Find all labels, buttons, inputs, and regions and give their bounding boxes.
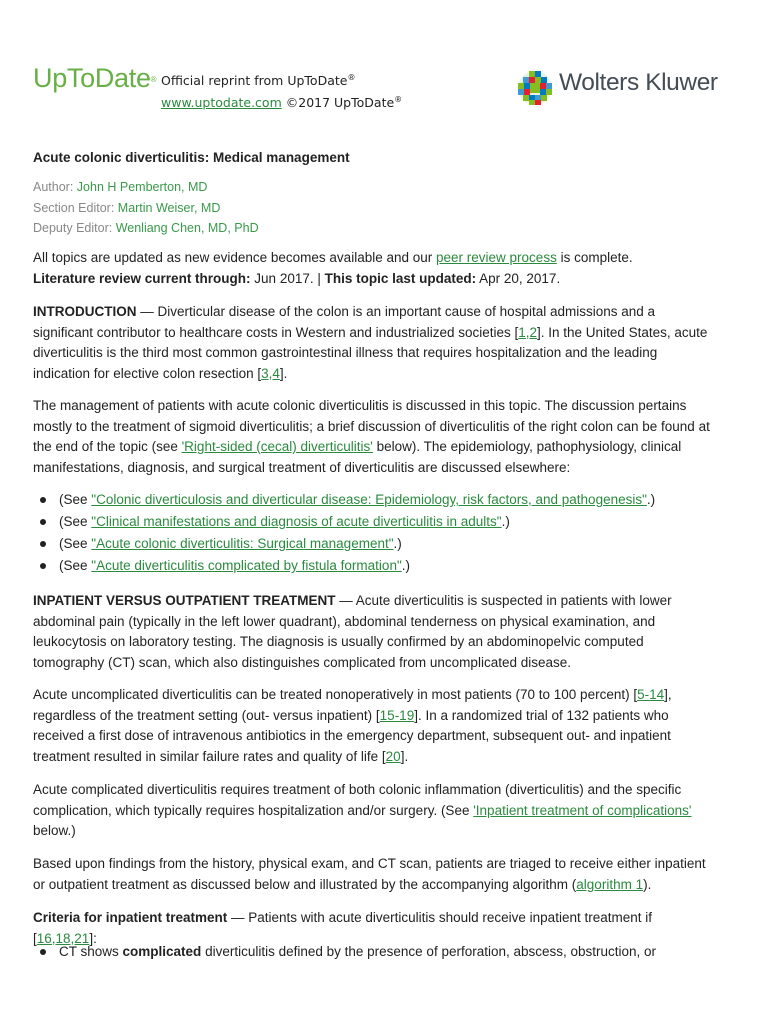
wolters-kluwer-mark-icon: [517, 70, 553, 106]
deputy-editor-name[interactable]: Wenliang Chen, MD, PhD: [115, 221, 259, 235]
article-meta: [33, 177, 259, 239]
section-editor-name[interactable]: Martin Weiser, MD: [117, 200, 221, 215]
page-header: [33, 62, 733, 112]
lit-review-label: Literature review current through:: [33, 270, 251, 286]
deputy-editor-label: Deputy Editor:: [33, 221, 113, 235]
topic-link[interactable]: "Acute colonic diverticulitis: Surgical management": [91, 536, 394, 551]
list-item: (See "Acute diverticulitis complicated by fistula formation".): [59, 555, 713, 577]
uncomplicated-paragraph: Acute uncomplicated diverticulitis can be treated nonoperatively in most patients (70 to 100 percent) [5-14], regardless of the treatment setting (out- versus inpatient) [15-19]. In a randomized trial of 132 patients who received a first dose of intravenous antibiotics in the emergency department, subsequent out- and inpatient treatment resulted in similar failure rates and quality of life [20].: [33, 687, 672, 764]
section-editor-label: Section Editor:: [33, 200, 115, 215]
wolters-kluwer-logo[interactable]: [517, 68, 737, 108]
uptodate-logo[interactable]: UpToDate®: [33, 63, 157, 93]
topic-link[interactable]: "Colonic diverticulosis and diverticular disease: Epidemiology, risk factors, and pathogenesis": [91, 492, 647, 507]
inpatient-complications-link[interactable]: 'Inpatient treatment of complications': [473, 802, 692, 818]
inpatient-outpatient-paragraph: INPATIENT VERSUS OUTPATIENT TREATMENT — Acute diverticulitis is suspected in patients with lower abdominal pain (typically in the left lower quadrant), abdominal tenderness on physical examination, and leukocytosis on laboratory testing. The diagnosis is usually confirmed by an abdominopelvic computed tomography (CT) scan, which also distinguishes complicated from uncomplicated disease.: [33, 593, 672, 670]
criteria-paragraph: Criteria for inpatient treatment — Patients with acute diverticulitis should receive inpatient treatment if [16,18,21]:: [33, 910, 652, 946]
triage-paragraph: Based upon findings from the history, physical exam, and CT scan, patients are triaged to receive either inpatient or outpatient treatment as discussed below and illustrated by the accompanying algorithm (algorithm 1).: [33, 856, 706, 892]
topic-link[interactable]: "Acute diverticulitis complicated by fistula formation": [91, 558, 402, 573]
reprint-line: Official reprint from UpToDate: [161, 73, 348, 89]
page-title: Acute colonic diverticulitis: Medical management: [33, 150, 350, 165]
author-name[interactable]: John H Pemberton, MD: [76, 180, 208, 194]
topic-link[interactable]: "Clinical manifestations and diagnosis of acute diverticulitis in adults": [91, 514, 502, 529]
uptodate-site-link[interactable]: www.uptodate.com: [161, 95, 282, 111]
list-item: (See "Acute colonic diverticulitis: Surgical management".): [59, 533, 713, 555]
reference-link[interactable]: 5-14: [637, 687, 665, 702]
author-label: Author:: [33, 180, 74, 194]
see-also-list: [33, 489, 713, 577]
intro-heading: INTRODUCTION: [33, 304, 137, 319]
criteria-heading: Criteria for inpatient treatment: [33, 910, 228, 925]
reference-link[interactable]: 20: [385, 748, 401, 764]
list-item: (See "Colonic diverticulosis and diverticular disease: Epidemiology, risk factors, and pathogenesis".): [59, 489, 713, 511]
criteria-list: [33, 941, 713, 963]
reference-link[interactable]: 15-19: [379, 707, 415, 723]
last-updated-label: This topic last updated:: [324, 270, 477, 286]
management-paragraph: The management of patients with acute colonic diverticulitis is discussed in this topic. The discussion pertains mostly to the treatment of sigmoid diverticulitis; a brief discussion of diverticulitis of the right colon can be found at the end of the topic (see 'Right-sided (cecal) diverticulitis' below). The epidemiology, pathophysiology, clinical manifestations, diagnosis, and surgical treatment of diverticulitis are discussed elsewhere:: [33, 398, 710, 475]
inpatient-heading: INPATIENT VERSUS OUTPATIENT TREATMENT: [33, 593, 336, 608]
intro-paragraph: INTRODUCTION — Diverticular disease of the colon is an important cause of hospital admissions and a significant contributor to healthcare costs in Western and industrialized societies [1,2]. In the United States, acute diverticulitis is the third most common gastrointestinal illness that requires hospitalization and the leading indication for elective colon resection [3,4].: [33, 304, 708, 381]
reference-link[interactable]: 16,18,21: [36, 930, 90, 946]
update-notice: All topics are updated as new evidence becomes available and our peer review process is complete. Literature review current through: Jun 2017. | This topic last updated: Apr 20, 2017.: [33, 250, 633, 286]
list-item: (See "Clinical manifestations and diagnosis of acute diverticulitis in adults".): [59, 511, 713, 533]
right-sided-diverticulitis-link[interactable]: 'Right-sided (cecal) diverticulitis': [181, 439, 373, 454]
complicated-paragraph: Acute complicated diverticulitis requires treatment of both colonic inflammation (diverticulitis) and the specific complication, which typically requires hospitalization and/or surgery. (See 'Inpatient treatment of complications' below.): [33, 782, 692, 838]
reference-link[interactable]: 1,2: [518, 324, 538, 340]
peer-review-link[interactable]: peer review process: [436, 250, 557, 265]
reference-link[interactable]: 3,4: [261, 365, 280, 381]
list-item: CT shows complicated diverticulitis defined by the presence of perforation, abscess, obstruction, or: [59, 941, 713, 963]
reprint-notice: Official reprint from UpToDate® www.uptodate.com ©2017 UpToDate®: [161, 73, 403, 111]
copyright: ©2017 UpToDate: [285, 95, 395, 111]
publisher-name: Wolters Kluwer: [559, 69, 718, 96]
algorithm-link[interactable]: algorithm 1: [576, 876, 644, 892]
